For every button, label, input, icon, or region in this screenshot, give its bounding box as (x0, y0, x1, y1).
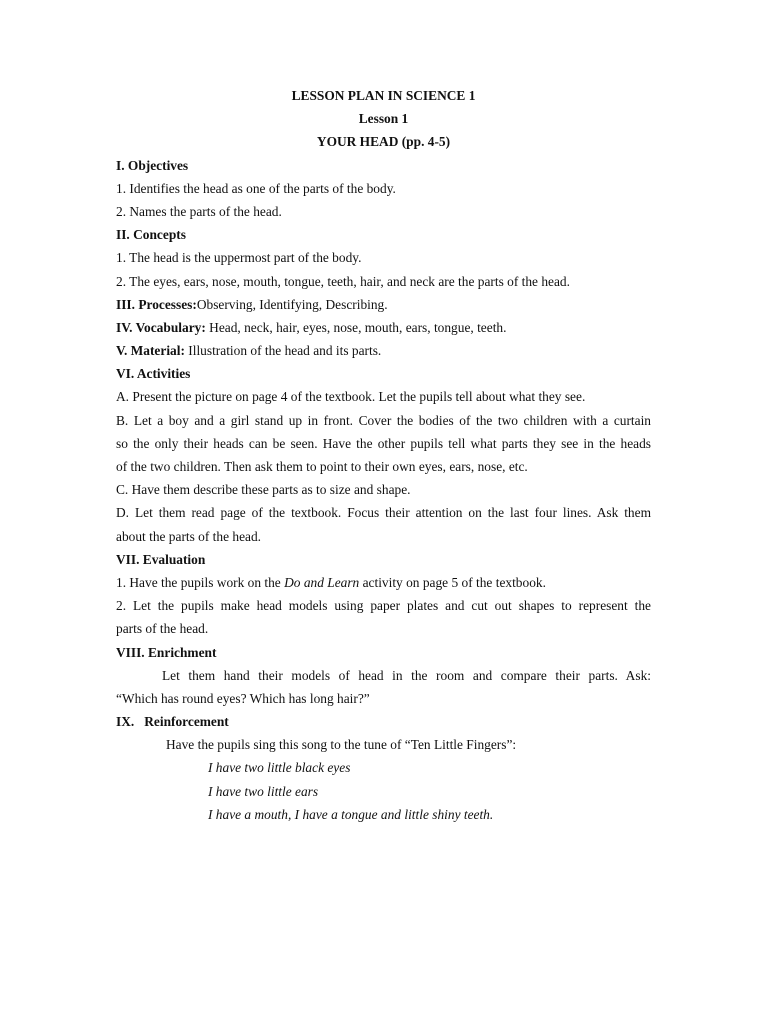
evaluation-item: 2. Let the pupils make head models using paper plates and cut out shapes to represent the (116, 598, 651, 614)
song-line: I have a mouth, I have a tongue and little shiny teeth. (208, 806, 494, 822)
processes-text: Observing, Identifying, Describing. (196, 296, 388, 312)
vocabulary-text: Head, neck, hair, eyes, nose, mouth, ears, tongue, teeth. (205, 319, 507, 335)
objective-item: 1. Identifies the head as one of the parts of the body. (116, 180, 396, 196)
vocabulary-label: IV. Vocabulary: (116, 319, 206, 335)
activity-d-line: about the parts of the head. (116, 528, 262, 544)
activity-d-line: D. Let them read page of the textbook. Focus their attention on the last four lines. Ask them (116, 505, 651, 521)
processes-label: III. Processes: (116, 296, 197, 312)
reinforcement-heading: IX. Reinforcement (116, 714, 229, 730)
lesson-number: Lesson 1 (358, 111, 409, 127)
song-line: I have two little ears (208, 783, 319, 799)
concepts-heading: II. Concepts (116, 227, 186, 243)
reinforcement-intro: Have the pupils sing this song to the tune of “Ten Little Fingers”: (166, 737, 517, 753)
activity-b-line: B. Let a boy and a girl stand up in front. Cover the bodies of the two children with a curtain (116, 412, 651, 428)
activity-c: C. Have them describe these parts as to size and shape. (116, 482, 411, 498)
evaluation-heading: VII. Evaluation (116, 551, 206, 567)
evaluation-item-continued: parts of the head. (116, 621, 209, 637)
evaluation-item: 1. Have the pupils work on the Do and Learn activity on page 5 of the textbook. (116, 574, 546, 590)
activities-heading: VI. Activities (116, 366, 191, 382)
enrichment-text-continued: “Which has round eyes? Which has long hair?” (116, 690, 370, 706)
enrichment-text: Let them hand their models of head in the room and compare their parts. Ask: (162, 667, 651, 683)
material-text: Illustration of the head and its parts. (184, 343, 382, 359)
activity-a: A. Present the picture on page 4 of the textbook. Let the pupils tell about what they see. (116, 389, 586, 405)
objective-item: 2. Names the parts of the head. (116, 203, 282, 219)
lesson-plan-page (116, 84, 651, 826)
material-label: V. Material: (116, 343, 185, 359)
concept-item: 2. The eyes, ears, nose, mouth, tongue, teeth, hair, and neck are the parts of the head. (116, 273, 570, 289)
activity-b-line: of the two children. Then ask them to point to their own eyes, ears, nose, etc. (116, 459, 528, 474)
song-line: I have two little black eyes (208, 760, 351, 776)
processes-line (116, 293, 651, 316)
lesson-topic: YOUR HEAD (pp. 4-5) (316, 134, 451, 150)
activity-b-line: so the only their heads can be seen. Have the other pupils tell what parts they see in the heads (116, 435, 651, 451)
do-and-learn-title: Do and Learn (284, 574, 360, 590)
document-title: LESSON PLAN IN SCIENCE 1 (291, 88, 476, 103)
enrichment-heading: VIII. Enrichment (116, 644, 217, 660)
concept-item: 1. The head is the uppermost part of the body. (116, 250, 362, 266)
objectives-heading: I. Objectives (116, 157, 189, 173)
material-line (116, 339, 651, 362)
vocabulary-line (116, 316, 651, 339)
